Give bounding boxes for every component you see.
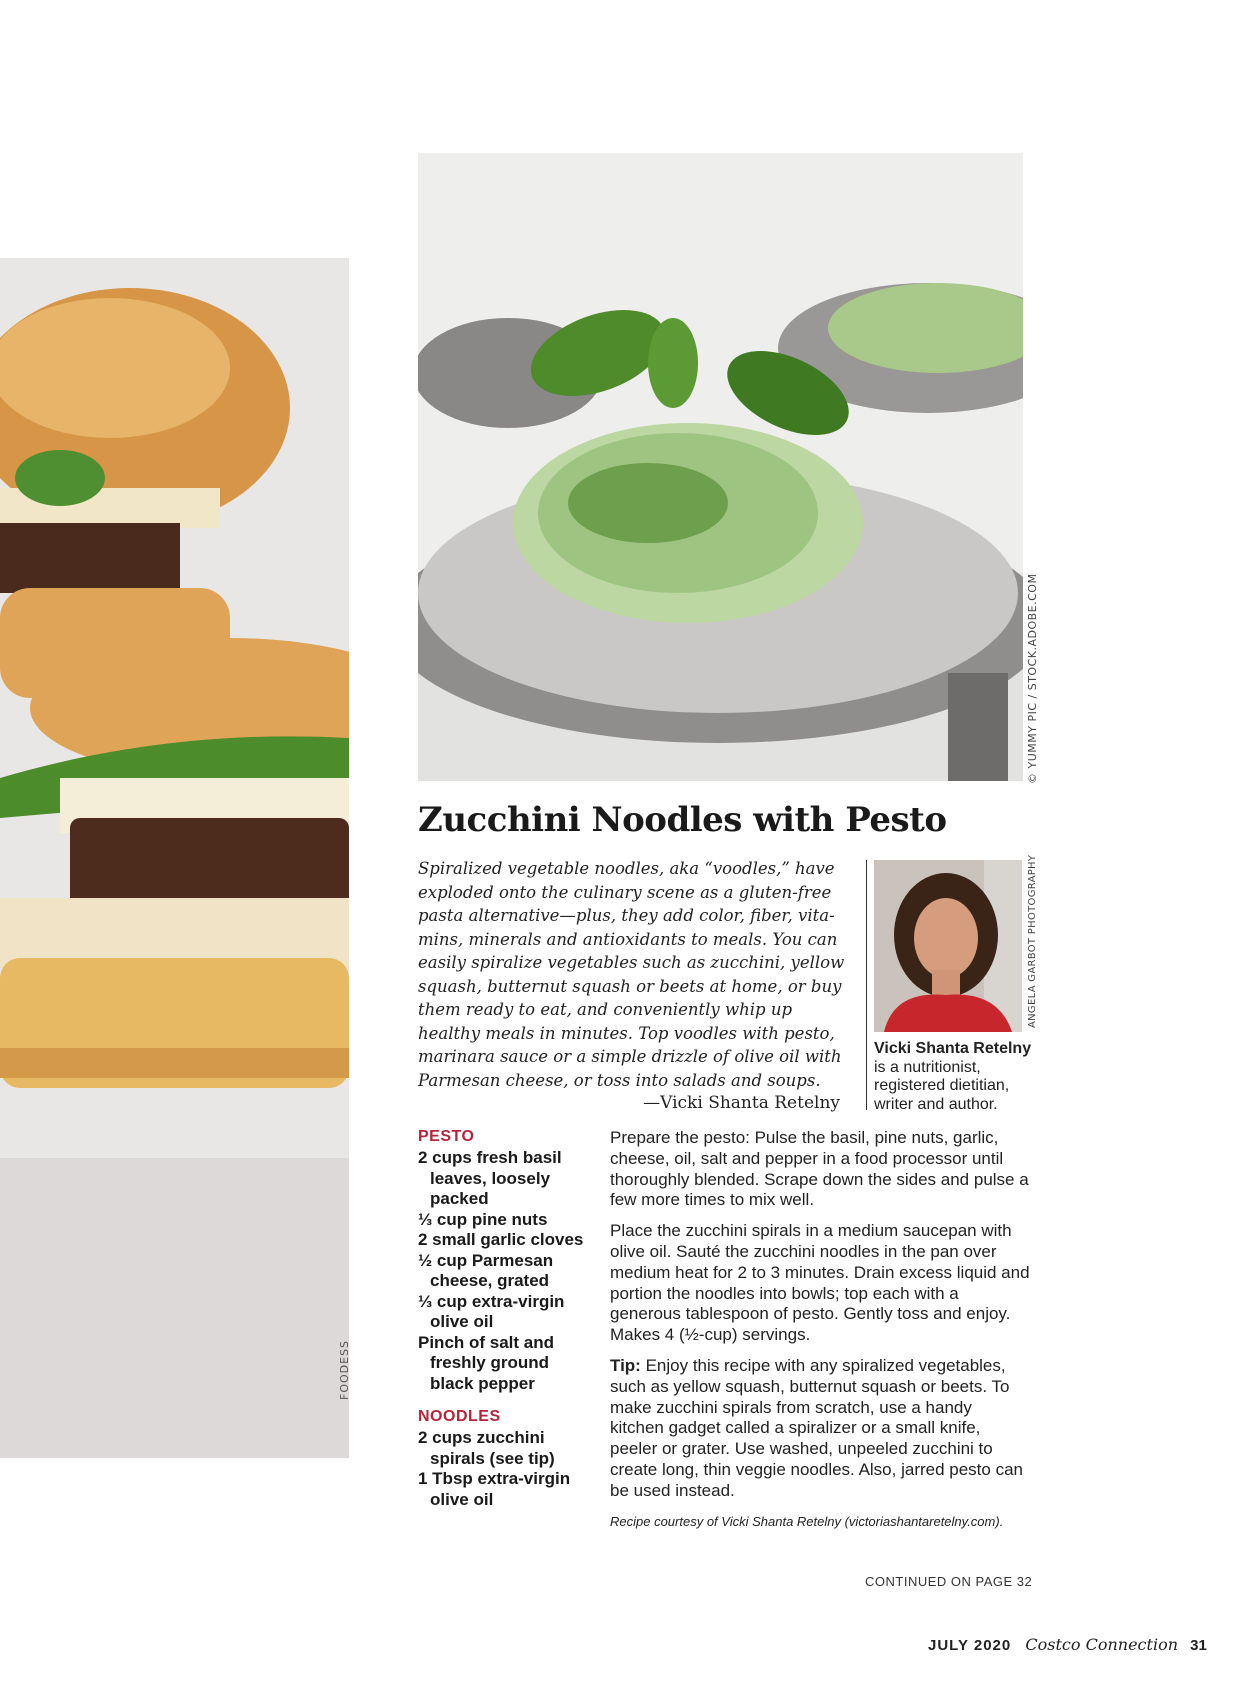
- ingredient-group-heading: NOODLES: [418, 1408, 501, 1425]
- issue-date: JULY 2020: [928, 1637, 1012, 1654]
- ingredient-item: 2 cups zucchini spirals (see tip): [418, 1428, 555, 1468]
- recipe-title: Zucchini Noodles with Pesto: [418, 800, 947, 840]
- tip-label: Tip:: [610, 1355, 641, 1375]
- zucchini-noodle-photo: [418, 153, 1023, 781]
- continued-note: CONTINUED ON PAGE 32: [865, 1574, 1033, 1589]
- ingredient-item: ⅓ cup extra-virgin olive oil: [418, 1291, 565, 1331]
- intro-line: mins, minerals and antioxidants to meals. You can: [418, 929, 838, 949]
- ingredient-item: Pinch of salt and freshly ground black pepper: [418, 1332, 555, 1393]
- ingredient-item: 2 small garlic cloves: [418, 1230, 584, 1249]
- page-number: 31: [1190, 1637, 1207, 1654]
- author-bio: [874, 1040, 1034, 1114]
- ingredient-group-noodles: [418, 1408, 588, 1510]
- intro-signature: —Vicki Shanta Retelny: [643, 1093, 840, 1113]
- magazine-name: Costco Connection: [1025, 1635, 1178, 1654]
- page-footer: [928, 1635, 1207, 1654]
- column-divider: [866, 860, 867, 1110]
- intro-line: squash, butternut squash or beets at home, or buy: [418, 976, 842, 996]
- intro-line: marinara sauce or a simple drizzle of olive oil with: [418, 1047, 842, 1066]
- recipe-courtesy: Recipe courtesy of Vicki Shanta Retelny (victoriashantaretelny.com).: [610, 1513, 1004, 1529]
- intro-line: Parmesan cheese, or toss into salads and soups.: [418, 1070, 821, 1090]
- intro-line: them ready to eat, and conveniently whip up: [418, 1000, 793, 1019]
- author-photo: [874, 860, 1022, 1032]
- tip-text: Enjoy this recipe with any spiralized vegetables, such as yellow squash, butternut squash or beets. To make zucchini spirals from scratch, use a handy kitchen gadget called a spiralizer or a small knife, peeler or grater. Use washed, unpeeled zucchini to create long, thin veggie noodles. Also, jarred pesto can be used instead.: [610, 1355, 1023, 1500]
- recipe-directions: [610, 1128, 1030, 1532]
- intro-line: healthy meals in minutes. Top voodles with pesto,: [418, 1023, 835, 1043]
- burger-photo: [0, 258, 349, 1458]
- recipe-tip: [610, 1356, 1030, 1502]
- intro-line: exploded onto the culinary scene as a gluten-free: [418, 882, 832, 902]
- intro-line: Spiralized vegetable noodles, aka “voodles,” have: [418, 859, 835, 878]
- ingredient-group-heading: PESTO: [418, 1128, 475, 1145]
- author-name: Vicki Shanta Retelny: [874, 1040, 1032, 1057]
- recipe-intro: [418, 857, 848, 1116]
- intro-line: easily spiralize vegetables such as zucchini, yellow: [418, 953, 845, 972]
- author-description: is a nutritionist, registered dietitian, writer and author.: [874, 1058, 1010, 1113]
- intro-line: pasta alternative—plus, they add color, fiber, vita-: [418, 906, 835, 925]
- ingredient-item: ⅓ cup pine nuts: [418, 1209, 548, 1229]
- ingredient-item: 2 cups fresh basil leaves, loosely packed: [418, 1148, 562, 1208]
- direction-step: Place the zucchini spirals in a medium saucepan with olive oil. Sauté the zucchini noodles in the pan over medium heat for 2 to 3 minutes. Drain excess liquid and portion the noodles into bowls; top each with a generous tablespoon of pesto. Gently toss and enjoy. Makes 4 (½-cup) servings.: [610, 1221, 1030, 1345]
- burger-photo-credit: FOODESS: [338, 1339, 351, 1400]
- ingredient-group-pesto: [418, 1128, 588, 1394]
- noodle-photo-credit: © YUMMY PIC / STOCK.ADOBE.COM: [1026, 573, 1039, 784]
- ingredients-list: [418, 1128, 588, 1510]
- ingredient-item: ½ cup Parmesan cheese, grated: [418, 1250, 554, 1290]
- ingredient-item: 1 Tbsp extra-virgin olive oil: [418, 1469, 571, 1509]
- author-photo-credit: ANGELA GARBOT PHOTOGRAPHY: [1027, 854, 1038, 1028]
- direction-step: Prepare the pesto: Pulse the basil, pine nuts, garlic, cheese, oil, salt and pepper in a food processor until thoroughly blended. Scrape down the sides and pulse a few more times to mix well.: [610, 1128, 1029, 1210]
